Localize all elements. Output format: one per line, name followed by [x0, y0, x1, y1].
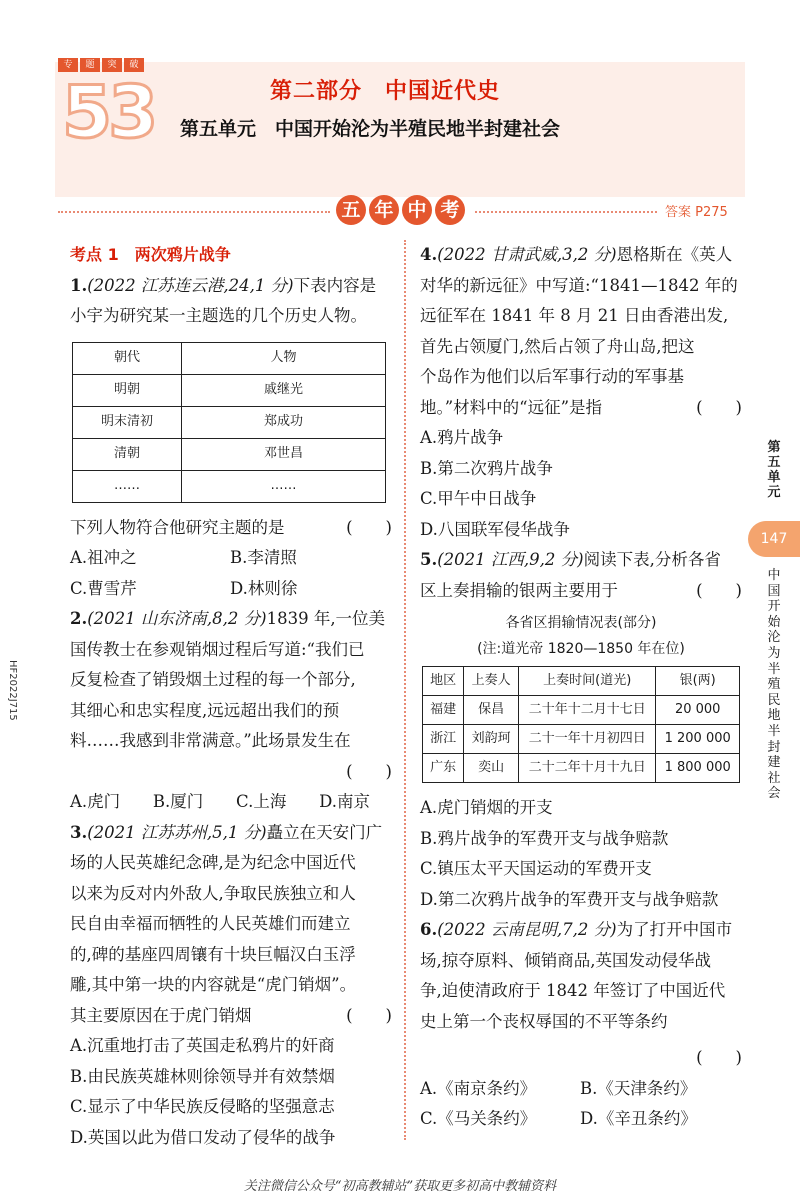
question-line	[70, 271, 392, 302]
table-cell: 浙江	[423, 725, 464, 754]
question-line: 远征军在 1841 年 8 月 21 日由香港出发,	[420, 306, 729, 325]
table-cell: 刘韵珂	[464, 725, 519, 754]
question-line: 反复检查了销毁烟土过程的每一个部分,	[70, 670, 356, 689]
historical-figures-table	[72, 342, 386, 503]
option-a[interactable]: A.沉重地打击了英国走私鸦片的奸商	[70, 1036, 335, 1055]
option-c[interactable]: C.镇压太平天国运动的军费开支	[420, 859, 652, 878]
table-cell: 清朝	[73, 438, 182, 470]
table-cell: 1 200 000	[656, 725, 740, 754]
question-line: 以来为反对内外敌人,争取民族独立和人	[70, 883, 356, 903]
question-text: 下表内容是	[293, 275, 377, 295]
option-a[interactable]: A.虎门	[70, 792, 121, 811]
option-a[interactable]: A.鸦片战争	[420, 428, 504, 447]
question-number: 2.	[70, 609, 88, 628]
question-6	[420, 915, 742, 1135]
table-header-cell: 上奏时间(道光)	[519, 667, 656, 696]
question-number: 1.	[70, 275, 88, 295]
question-line	[70, 818, 392, 849]
table-header-cell: 上奏人	[464, 667, 519, 696]
question-line: 首先占领厦门,然后占领了舟山岛,把这	[420, 336, 695, 356]
option-d[interactable]: D.南京	[319, 792, 370, 811]
question-line: 其细心和忠实程度,远远超出我们的预	[70, 700, 340, 720]
table-cell: 福建	[423, 696, 464, 725]
question-line	[420, 576, 742, 607]
question-source: (2021 江苏苏州,5,1 分)	[87, 822, 267, 842]
table-row	[423, 725, 740, 754]
table-row	[423, 696, 740, 725]
answer-reference: 答案 P275	[665, 205, 728, 220]
logo-number: 53	[62, 70, 155, 154]
table-header-row	[73, 342, 386, 374]
footer-note: 关注微信公众号“初高教辅站”获取更多初高中教辅资料	[243, 1179, 557, 1194]
option-a[interactable]: A.《南京条约》	[420, 1078, 537, 1098]
table-cell: 二十二年十月十九日	[519, 754, 656, 783]
table-row	[73, 406, 386, 438]
question-line: 小宇为研究某一主题选的几个历史人物。	[70, 306, 367, 325]
question-5	[420, 545, 742, 915]
donation-table	[422, 666, 740, 783]
question-3	[70, 818, 392, 1154]
question-stem: 下列人物符合他研究主题的是	[70, 517, 285, 537]
option-d[interactable]: D.林则徐	[230, 578, 298, 598]
option-b[interactable]: B.《天津条约》	[580, 1078, 697, 1098]
question-text: 阅读下表,分析各省	[583, 550, 721, 569]
side-code	[0, 610, 28, 730]
table-cell: 邓世昌	[182, 438, 386, 470]
question-line	[70, 604, 392, 635]
side-unit-title: 中国开始沦为半殖民地半封建社会	[767, 568, 781, 802]
question-2	[70, 604, 392, 818]
banner-char: 中	[402, 195, 432, 225]
option-d[interactable]: D.八国联军侵华战争	[420, 519, 570, 539]
option-b[interactable]: B.厦门	[152, 792, 204, 811]
table-header-cell: 朝代	[73, 342, 182, 374]
question-line: 对华的新远征》中写道:“1841—1842 年的	[420, 275, 738, 295]
table-cell: 明末清初	[73, 406, 182, 438]
question-1	[70, 271, 392, 605]
logo-tag: 破	[124, 58, 144, 72]
question-text: 1839 年,一位美	[266, 609, 386, 628]
table-cell: ……	[73, 470, 182, 502]
table-cell: ……	[182, 470, 386, 502]
question-stem: 地。”材料中的“远征”是指	[420, 397, 603, 417]
question-number: 5.	[420, 550, 438, 569]
table-title: 各省区捐输情况表(部分)	[505, 615, 657, 631]
question-line: 争,迫使清政府于 1842 年签订了中国近代	[420, 981, 726, 1000]
option-row	[70, 574, 392, 605]
brand-logo	[58, 58, 155, 158]
answer-blank[interactable]: ( )	[696, 397, 742, 417]
table-header-cell: 人物	[182, 342, 386, 374]
question-stem: 其主要原因在于虎门销烟	[70, 1005, 252, 1025]
question-line	[420, 393, 742, 424]
question-number: 6.	[420, 920, 438, 939]
table-row	[73, 438, 386, 470]
option-c[interactable]: C.曹雪芹	[70, 578, 137, 598]
table-cell: 郑成功	[182, 406, 386, 438]
option-c[interactable]: C.显示了中华民族反侵略的坚强意志	[70, 1097, 335, 1116]
table-cell: 奕山	[464, 754, 519, 783]
page-number-tab: 147	[748, 521, 800, 557]
question-line: 料……我感到非常满意。”此场景发生在	[70, 731, 351, 750]
question-line	[70, 513, 392, 544]
answer-blank[interactable]: ( )	[696, 1048, 742, 1067]
divider-right	[475, 211, 657, 213]
answer-blank[interactable]: ( )	[346, 1005, 392, 1025]
question-stem: 区上奏捐输的银两主要用于	[420, 580, 618, 600]
answer-blank[interactable]: ( )	[346, 517, 392, 537]
right-column	[420, 240, 742, 1135]
exam-banner	[336, 195, 465, 225]
option-d[interactable]: D.英国以此为借口发动了侵华的战争	[70, 1127, 336, 1147]
question-number: 3.	[70, 822, 88, 842]
option-d[interactable]: D.《辛丑条约》	[580, 1109, 697, 1128]
question-text: 矗立在天安门广	[266, 822, 383, 842]
question-line	[420, 545, 742, 576]
table-note: (注:道光帝 1820—1850 年在位)	[477, 641, 685, 657]
option-d[interactable]: D.第二次鸦片战争的军费开支与战争赔款	[420, 889, 719, 909]
column-divider	[404, 240, 406, 1140]
table-header-row	[423, 667, 740, 696]
question-source: (2021 江西,9,2 分)	[437, 550, 584, 569]
table-cell: 明朝	[73, 374, 182, 406]
side-unit-label: 第五单元	[767, 440, 781, 500]
question-line: 史上第一个丧权辱国的不平等条约	[420, 1011, 668, 1031]
question-line: 个岛作为他们以后军事行动的军事基	[420, 367, 684, 386]
question-text: 恩格斯在《英人	[616, 245, 733, 264]
option-b[interactable]: B.李清照	[230, 548, 297, 567]
question-source: (2022 云南昆明,7,2 分)	[437, 920, 617, 939]
option-b[interactable]: B.第二次鸦片战争	[420, 458, 553, 478]
part-title: 第二部分 中国近代史	[270, 79, 501, 104]
logo-tag: 题	[80, 58, 100, 72]
table-row	[73, 374, 386, 406]
side-code-text: HF2022J715	[7, 660, 18, 721]
section-title: 考点 1 两次鸦片战争	[70, 245, 231, 264]
option-a[interactable]: A.虎门销烟的开支	[420, 798, 553, 817]
option-c[interactable]: C.上海	[236, 792, 287, 811]
table-row	[423, 754, 740, 783]
question-source: (2022 甘肃武威,3,2 分)	[437, 245, 617, 264]
banner-char: 考	[435, 195, 465, 225]
table-header-cell: 银(两)	[656, 667, 740, 696]
banner-char: 五	[336, 195, 366, 225]
option-c[interactable]: C.《马关条约》	[420, 1109, 537, 1128]
question-line	[420, 240, 742, 271]
option-c[interactable]: C.甲午中日战争	[420, 489, 537, 508]
option-b[interactable]: B.鸦片战争的军费开支与战争赔款	[420, 828, 669, 848]
answer-blank[interactable]: ( )	[696, 580, 742, 600]
option-row	[70, 787, 370, 818]
unit-title: 第五单元 中国开始沦为半殖民地半封建社会	[180, 118, 561, 140]
answer-blank[interactable]: ( )	[346, 761, 392, 781]
question-line: 民自由幸福而牺牲的人民英雄们而建立	[70, 914, 351, 933]
option-row	[420, 1104, 742, 1135]
question-source: (2021 山东济南,8,2 分)	[87, 609, 267, 628]
option-row	[420, 1074, 742, 1105]
question-line: 雕,其中第一块的内容就是“虎门销烟”。	[70, 975, 357, 994]
question-line	[70, 1001, 392, 1032]
logo-tag: 突	[102, 58, 122, 72]
table-cell: 20 000	[656, 696, 740, 725]
table-cell: 戚继光	[182, 374, 386, 406]
divider-left	[58, 211, 330, 213]
logo-tag: 专	[58, 58, 78, 72]
banner-char: 年	[369, 195, 399, 225]
table-row	[73, 470, 386, 502]
table-cell: 二十年十二月十七日	[519, 696, 656, 725]
question-source: (2022 江苏连云港,24,1 分)	[87, 275, 294, 295]
question-4	[420, 240, 742, 545]
table-header-cell: 地区	[423, 667, 464, 696]
question-line	[420, 915, 742, 946]
question-text: 为了打开中国市	[616, 920, 733, 939]
question-line: 国传教士在参观销烟过程后写道:“我们已	[70, 639, 365, 659]
option-row	[70, 543, 392, 574]
question-line: 场的人民英雄纪念碑,是为纪念中国近代	[70, 853, 356, 872]
table-cell: 广东	[423, 754, 464, 783]
option-b[interactable]: B.由民族英雄林则徐领导并有效禁烟	[70, 1066, 335, 1086]
option-a[interactable]: A.祖冲之	[70, 548, 137, 567]
left-column	[70, 240, 392, 1153]
question-line: 场,掠夺原料、倾销商品,英国发动侵华战	[420, 950, 711, 970]
question-number: 4.	[420, 245, 438, 264]
question-line: 的,碑的基座四周镶有十块巨幅汉白玉浮	[70, 944, 356, 964]
table-cell: 二十一年十月初四日	[519, 725, 656, 754]
table-cell: 1 800 000	[656, 754, 740, 783]
table-cell: 保昌	[464, 696, 519, 725]
